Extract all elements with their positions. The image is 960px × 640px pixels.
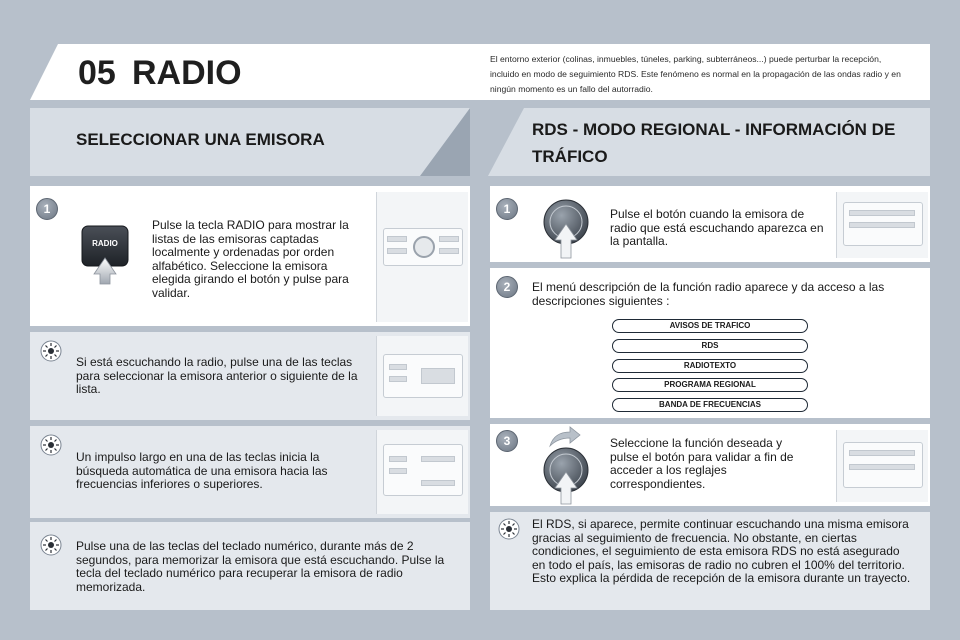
left-tip1-text: Si está escuchando la radio, pulse una de las teclas para seleccionar la emisora anterior o siguiente de la lista.	[76, 355, 358, 396]
function-option-traffic: AVISOS DE TRAFICO	[612, 319, 808, 333]
right-step1-text: Pulse el botón cuando la emisora de radio que está escuchando aparezca en la pantalla.	[610, 207, 824, 248]
left-tip3-text: Pulse una de las teclas del teclado numérico, durante más de 2 segundos, para memorizar la emisora que está escuchando. Pulse la tecla del teclado numérico para recuperar la emisora de radio memorizada.	[76, 539, 445, 594]
chapter-title: RADIO	[132, 54, 242, 92]
radio-unit-thumbnail	[376, 192, 468, 322]
tip-sun-icon	[40, 434, 62, 456]
left-tip2-text: Un impulso largo en una de las teclas inicia la búsqueda automática de una emisora hacia las frecuencias inferiores o superiores.	[76, 450, 328, 491]
left-step1-text: Pulse la tecla RADIO para mostrar la listas de las emisoras captadas localmente y ordenadas por orden alfabético. Seleccione la emisora elegida girando el botón y pulse para validar.	[152, 218, 349, 300]
radio-unit-thumbnail	[376, 336, 468, 416]
step-badge: 1	[36, 198, 58, 220]
tip-sun-icon	[40, 534, 62, 556]
function-option-rds: RDS	[612, 339, 808, 353]
step-badge: 3	[496, 430, 518, 452]
rotate-arrow-icon	[548, 426, 582, 448]
radio-button-label: RADIO	[92, 239, 118, 248]
right-step2-text: El menú descripción de la función radio aparece y da acceso a las descripciones siguientes :	[532, 280, 885, 308]
function-option-regional: PROGRAMA REGIONAL	[612, 378, 808, 392]
radio-unit-thumbnail	[836, 430, 928, 502]
function-option-radiotext: RADIOTEXTO	[612, 359, 808, 373]
tip-sun-icon	[498, 518, 520, 540]
radio-button-icon	[80, 224, 130, 286]
chapter-number: 05	[78, 54, 116, 92]
right-section-title: RDS - MODO REGIONAL - INFORMACIÓN DE TRÁFICO	[532, 120, 896, 166]
step-badge: 1	[496, 198, 518, 220]
radio-unit-thumbnail	[376, 430, 468, 514]
rotary-knob-icon	[540, 446, 592, 506]
header-note: El entorno exterior (colinas, inmuebles, túneles, parking, subterráneos...) puede perturbar la recepción, incluido en modo de seguimiento RDS. Este fenómeno es normal en la propagación de las ondas radio y en ningún momento es un fallo del autorradio.	[490, 54, 901, 94]
radio-unit-thumbnail	[836, 192, 928, 258]
right-tip-text: El RDS, si aparece, permite continuar escuchando una misma emisora gracias al seguimiento de frecuencia. No obstante, en ciertas condiciones, el seguimiento de esta emisora RDS no está asegurado en todo el país, las emisoras de radio no cubren el 100% del territorio. Esto explica la pérdida de recepción de la emisora durante un trayecto.	[532, 517, 911, 585]
tip-sun-icon	[40, 340, 62, 362]
rotary-knob-icon	[540, 198, 592, 260]
right-step3-text: Seleccione la función deseada y pulse el botón para validar a fin de acceder a los reglajes correspondientes.	[610, 436, 794, 491]
step-badge: 2	[496, 276, 518, 298]
left-section-title: SELECCIONAR UNA EMISORA	[76, 130, 325, 149]
function-option-band: BANDA DE FRECUENCIAS	[612, 398, 808, 412]
